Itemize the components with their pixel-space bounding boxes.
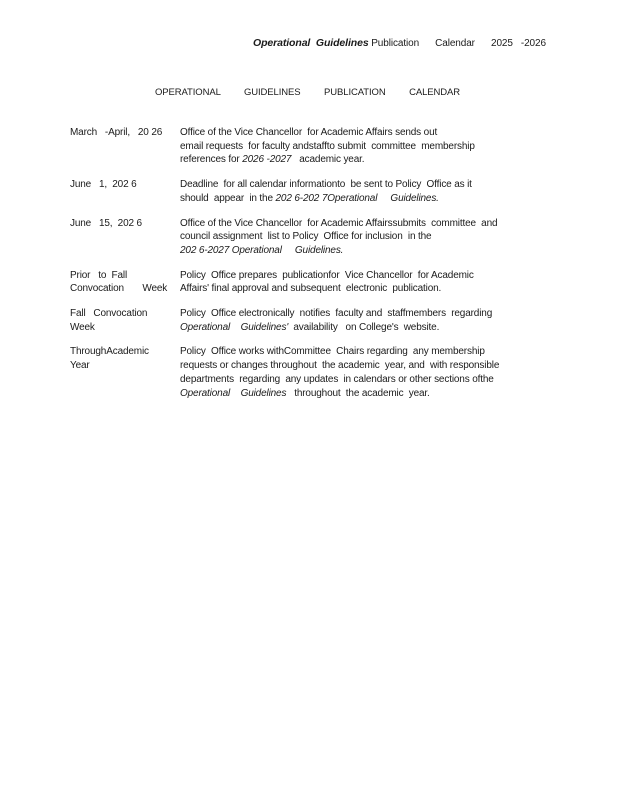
row-date [70,217,180,231]
body-line [180,140,570,154]
row-date [70,307,180,334]
text-segment: council assignment list to Policy Office for inclusion in the [180,231,432,243]
body-line [180,282,570,296]
date-line: Convocation Week [70,283,168,295]
calendar-row [70,217,570,258]
calendar-row [70,345,570,400]
calendar-row [70,178,570,205]
text-segment: Office of the Vice Chancellor for Academic Affairssubmits committee and [180,217,498,229]
text-segment: availability on College's website. [288,321,440,333]
text-segment: 2026 -2027 [242,154,292,166]
text-segment: Policy Office works withCommittee Chairs regarding any membership [180,346,485,358]
date-line: Year [70,360,90,372]
row-body [180,269,570,296]
row-body [180,178,570,205]
date-line: Fall Convocation [70,308,148,320]
row-body [180,217,570,258]
calendar-row [70,269,570,296]
date-line: June 1, 202 6 [70,179,137,191]
text-segment: should appear in the [180,192,276,204]
date-line: March -April, 20 26 [70,127,163,138]
row-body [180,126,570,167]
row-body [180,307,570,334]
body-line [180,307,570,321]
text-segment: Policy Office electronically notifies faculty and staffmembers regarding [180,308,493,320]
row-date [70,126,180,140]
text-segment: throughout the academic year. [286,387,430,399]
text-segment: Affairs' final approval and subsequent electronic publication. [180,283,442,295]
text-segment: Policy Office prepares publicationfor Vice Chancellor for Academic [180,269,474,281]
text-segment: references for [180,154,243,166]
text-segment: departments regarding any updates in calendars or other sections ofthe [180,373,494,385]
date-line: Prior to Fall [70,269,128,281]
body-line [180,244,570,258]
row-body [180,345,570,400]
calendar-row [70,307,570,334]
text-segment: Operational Guidelines' [180,321,289,333]
header-rest-text: Publication Calendar 2025 -2026 [368,38,546,49]
page-title: OPERATIONAL GUIDELINES PUBLICATION CALENDAR [155,87,461,98]
calendar-row [70,126,570,167]
row-date [70,269,180,296]
body-line [180,192,570,206]
header-brand-text: Operational Guidelines [253,37,369,49]
row-date [70,178,180,192]
body-line [180,230,570,244]
text-segment: Office of the Vice Chancellor for Academic Affairs sends out [180,127,438,138]
text-segment: 202 6-2027 Operational Guidelines. [180,244,344,256]
body-line [180,153,570,167]
body-line [180,345,570,359]
date-line: ThroughAcademic [70,346,149,358]
date-line: Week [70,321,95,333]
body-line [180,387,570,401]
text-segment: academic year. [291,154,365,166]
row-date [70,345,180,372]
text-segment: Operational Guidelines [180,387,287,399]
text-segment: Deadline for all calendar informationto be sent to Policy Office as it [180,179,472,191]
date-line: June 15, 202 6 [70,217,142,229]
text-segment: 202 6-202 7Operational Guidelines. [275,192,439,204]
calendar [70,126,570,411]
body-line [180,373,570,387]
body-line [180,269,570,283]
body-line [180,126,570,140]
page-header [253,37,546,49]
body-line [180,178,570,192]
body-line [180,217,570,231]
body-line [180,321,570,335]
text-segment: email requests for faculty andstaffto submit committee membership [180,140,475,152]
text-segment: requests or changes throughout the academic year, and with responsible [180,360,500,372]
body-line [180,359,570,373]
